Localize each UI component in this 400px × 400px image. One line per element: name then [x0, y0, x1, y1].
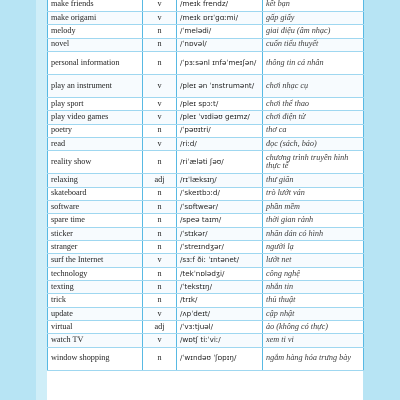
part-of-speech-cell: n: [143, 227, 177, 240]
part-of-speech-cell: n: [143, 25, 177, 38]
pronunciation-cell: /speə taɪm/: [177, 214, 263, 227]
part-of-speech-cell: adj: [143, 174, 177, 187]
meaning-cell: người lạ: [263, 240, 364, 253]
pronunciation-cell: /ˈpɜːsənl ɪnfəˈmeɪʃən/: [177, 51, 263, 74]
meaning-cell: ảo (không có thực): [263, 321, 364, 334]
meaning-cell: thông tin cá nhân: [263, 51, 364, 74]
word-cell: watch TV: [48, 334, 143, 347]
word-cell: update: [48, 307, 143, 320]
table-row: [48, 240, 364, 253]
meaning-cell: kết bạn: [263, 0, 364, 11]
part-of-speech-cell: v: [143, 254, 177, 267]
table-row: [48, 97, 364, 110]
table-row: [48, 347, 364, 370]
part-of-speech-cell: n: [143, 151, 177, 174]
table-row: [48, 307, 364, 320]
table-row: [48, 227, 364, 240]
word-cell: melody: [48, 25, 143, 38]
pronunciation-cell: /ʌpˈdeɪt/: [177, 307, 263, 320]
pronunciation-cell: /ˈvɜːtjuəl/: [177, 321, 263, 334]
vocabulary-table: [47, 0, 364, 371]
table-row: [48, 25, 364, 38]
pronunciation-cell: /ˈskeɪtbɔːd/: [177, 187, 263, 200]
table-row: [48, 111, 364, 124]
pronunciation-cell: /ˈnɒvəl/: [177, 38, 263, 51]
table-row: [48, 281, 364, 294]
table-row: [48, 334, 364, 347]
pronunciation-cell: /ˈmelədi/: [177, 25, 263, 38]
part-of-speech-cell: v: [143, 334, 177, 347]
part-of-speech-cell: n: [143, 124, 177, 137]
part-of-speech-cell: v: [143, 137, 177, 150]
pronunciation-cell: /tekˈnɒlədʒi/: [177, 267, 263, 280]
meaning-cell: đọc (sách, báo): [263, 137, 364, 150]
part-of-speech-cell: n: [143, 38, 177, 51]
meaning-cell: giai điệu (âm nhạc): [263, 25, 364, 38]
table-row: [48, 0, 364, 11]
part-of-speech-cell: n: [143, 187, 177, 200]
word-cell: make friends: [48, 0, 143, 11]
part-of-speech-cell: v: [143, 97, 177, 110]
word-cell: novel: [48, 38, 143, 51]
table-row: [48, 267, 364, 280]
pronunciation-cell: /meɪk frendz/: [177, 0, 263, 11]
pronunciation-cell: /pleɪ spɔːt/: [177, 97, 263, 110]
pronunciation-cell: /riˈæləti ʃəʊ/: [177, 151, 263, 174]
meaning-cell: gấp giấy: [263, 11, 364, 24]
table-row: [48, 321, 364, 334]
pronunciation-cell: /pleɪ ˈvɪdiəʊ ɡeɪmz/: [177, 111, 263, 124]
table-row: [48, 137, 364, 150]
meaning-cell: cập nhật: [263, 307, 364, 320]
part-of-speech-cell: n: [143, 200, 177, 213]
word-cell: make origami: [48, 11, 143, 24]
word-cell: play sport: [48, 97, 143, 110]
meaning-cell: chương trình truyền hình thực tế: [263, 151, 364, 174]
meaning-cell: ngắm hàng hóa trưng bày: [263, 347, 364, 370]
table-row: [48, 151, 364, 174]
part-of-speech-cell: v: [143, 0, 177, 11]
part-of-speech-cell: v: [143, 74, 177, 97]
word-cell: window shopping: [48, 347, 143, 370]
pronunciation-cell: /ˈwɪndəʊ ˈʃɒpɪŋ/: [177, 347, 263, 370]
table-row: [48, 174, 364, 187]
word-cell: virtual: [48, 321, 143, 334]
meaning-cell: trò lướt ván: [263, 187, 364, 200]
part-of-speech-cell: n: [143, 267, 177, 280]
word-cell: stranger: [48, 240, 143, 253]
meaning-cell: thư giãn: [263, 174, 364, 187]
table-row: [48, 187, 364, 200]
part-of-speech-cell: v: [143, 111, 177, 124]
meaning-cell: lướt net: [263, 254, 364, 267]
vocabulary-sheet: [47, 0, 363, 400]
meaning-cell: xem ti vi: [263, 334, 364, 347]
word-cell: surf the Internet: [48, 254, 143, 267]
word-cell: personal information: [48, 51, 143, 74]
part-of-speech-cell: n: [143, 281, 177, 294]
word-cell: texting: [48, 281, 143, 294]
meaning-cell: nhắn tin: [263, 281, 364, 294]
table-row: [48, 254, 364, 267]
table-row: [48, 51, 364, 74]
table-row: [48, 200, 364, 213]
pronunciation-cell: /wɒtʃ tiːˈviː/: [177, 334, 263, 347]
part-of-speech-cell: v: [143, 307, 177, 320]
part-of-speech-cell: n: [143, 214, 177, 227]
pronunciation-cell: /ˈpəʊɪtri/: [177, 124, 263, 137]
part-of-speech-cell: n: [143, 294, 177, 307]
table-row: [48, 294, 364, 307]
table-row: [48, 214, 364, 227]
word-cell: trick: [48, 294, 143, 307]
word-cell: relaxing: [48, 174, 143, 187]
meaning-cell: thủ thuật: [263, 294, 364, 307]
pronunciation-cell: /ˈtekstɪŋ/: [177, 281, 263, 294]
pronunciation-cell: /meɪk ɒrɪˈɡɑːmi/: [177, 11, 263, 24]
pronunciation-cell: /ˈstreɪndʒər/: [177, 240, 263, 253]
word-cell: play an instrument: [48, 74, 143, 97]
pronunciation-cell: /riːd/: [177, 137, 263, 150]
word-cell: reality show: [48, 151, 143, 174]
part-of-speech-cell: n: [143, 347, 177, 370]
table-row: [48, 11, 364, 24]
pronunciation-cell: /rɪˈlæksɪŋ/: [177, 174, 263, 187]
pronunciation-cell: /pleɪ ən ˈɪnstrumənt/: [177, 74, 263, 97]
word-cell: spare time: [48, 214, 143, 227]
word-cell: read: [48, 137, 143, 150]
part-of-speech-cell: v: [143, 11, 177, 24]
meaning-cell: thời gian rảnh: [263, 214, 364, 227]
table-row: [48, 74, 364, 97]
meaning-cell: chơi điện tử: [263, 111, 364, 124]
meaning-cell: phần mềm: [263, 200, 364, 213]
word-cell: sticker: [48, 227, 143, 240]
meaning-cell: thơ ca: [263, 124, 364, 137]
word-cell: software: [48, 200, 143, 213]
pronunciation-cell: /sɜːf ðiː ˈɪntənet/: [177, 254, 263, 267]
part-of-speech-cell: n: [143, 51, 177, 74]
table-row: [48, 38, 364, 51]
word-cell: poetry: [48, 124, 143, 137]
pronunciation-cell: /ˈsɒftweər/: [177, 200, 263, 213]
pronunciation-cell: /ˈstɪkər/: [177, 227, 263, 240]
meaning-cell: công nghệ: [263, 267, 364, 280]
meaning-cell: cuốn tiểu thuyết: [263, 38, 364, 51]
word-cell: technology: [48, 267, 143, 280]
part-of-speech-cell: n: [143, 240, 177, 253]
word-cell: skateboard: [48, 187, 143, 200]
part-of-speech-cell: adj: [143, 321, 177, 334]
word-cell: play video games: [48, 111, 143, 124]
table-row: [48, 124, 364, 137]
meaning-cell: chơi thể thao: [263, 97, 364, 110]
meaning-cell: nhãn dán có hình: [263, 227, 364, 240]
meaning-cell: chơi nhạc cụ: [263, 74, 364, 97]
pronunciation-cell: /trɪk/: [177, 294, 263, 307]
